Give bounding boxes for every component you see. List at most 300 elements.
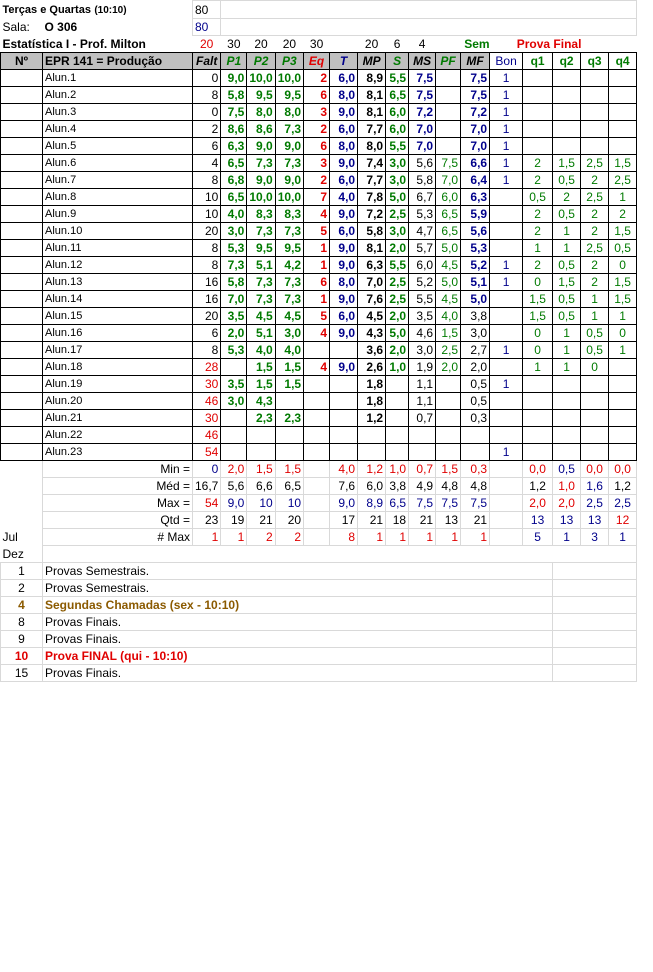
- grade-cell-s[interactable]: 2,5: [386, 206, 409, 223]
- grade-cell-eq[interactable]: [304, 342, 330, 359]
- grade-cell-p2[interactable]: 7,3: [247, 291, 275, 308]
- grade-cell-p1[interactable]: 3,0: [221, 393, 247, 410]
- grade-cell-mf[interactable]: 5,1: [461, 274, 490, 291]
- grade-cell-q1[interactable]: 0: [523, 274, 553, 291]
- grade-cell-mf[interactable]: 0,3: [461, 410, 490, 427]
- grade-cell-bon[interactable]: [490, 240, 523, 257]
- grade-cell-p3[interactable]: [275, 444, 303, 461]
- grade-cell-p3[interactable]: 9,5: [275, 87, 303, 104]
- grade-cell-ms[interactable]: 4,6: [409, 325, 436, 342]
- grade-cell-bon[interactable]: [490, 189, 523, 206]
- grade-cell-eq[interactable]: 6: [304, 138, 330, 155]
- grade-cell-p1[interactable]: [221, 410, 247, 427]
- grade-cell-mf[interactable]: 2,0: [461, 359, 490, 376]
- grade-cell-p3[interactable]: 7,3: [275, 274, 303, 291]
- grade-cell-bon[interactable]: 1: [490, 155, 523, 172]
- grade-cell-q1[interactable]: [523, 70, 553, 87]
- grade-cell-falt[interactable]: 8: [193, 257, 221, 274]
- grade-cell-eq[interactable]: 2: [304, 121, 330, 138]
- schedule-value[interactable]: 80: [193, 1, 221, 19]
- grade-cell-mp[interactable]: 7,0: [358, 274, 386, 291]
- grade-cell-pf[interactable]: [436, 410, 461, 427]
- grade-cell-mp[interactable]: 8,1: [358, 87, 386, 104]
- grade-cell-mf[interactable]: 5,6: [461, 223, 490, 240]
- grade-cell-q3[interactable]: 0,5: [581, 342, 609, 359]
- grade-cell-q3[interactable]: [581, 87, 609, 104]
- grade-cell-q1[interactable]: [523, 87, 553, 104]
- grade-cell-falt[interactable]: 30: [193, 376, 221, 393]
- grade-cell-mp[interactable]: 4,5: [358, 308, 386, 325]
- grade-cell-q1[interactable]: 2: [523, 257, 553, 274]
- grade-cell-bon[interactable]: 1: [490, 138, 523, 155]
- grade-cell-eq[interactable]: [304, 427, 330, 444]
- grade-cell-q3[interactable]: [581, 444, 609, 461]
- grade-cell-q2[interactable]: 2: [553, 189, 581, 206]
- grade-cell-t[interactable]: 8,0: [330, 274, 358, 291]
- grade-cell-mp[interactable]: 7,8: [358, 189, 386, 206]
- grade-cell-mp[interactable]: [358, 427, 386, 444]
- grade-cell-q3[interactable]: [581, 121, 609, 138]
- grade-cell-t[interactable]: [330, 427, 358, 444]
- grade-cell-mp[interactable]: 5,8: [358, 223, 386, 240]
- grade-cell-p2[interactable]: 9,5: [247, 87, 275, 104]
- grade-cell-mp[interactable]: [358, 444, 386, 461]
- grade-cell-mp[interactable]: 8,1: [358, 104, 386, 121]
- grade-cell-eq[interactable]: 3: [304, 104, 330, 121]
- grade-cell-bon[interactable]: 1: [490, 172, 523, 189]
- grade-cell-q4[interactable]: [609, 359, 637, 376]
- grade-cell-q3[interactable]: 2: [581, 206, 609, 223]
- grade-cell-mp[interactable]: 2,6: [358, 359, 386, 376]
- grade-cell-ms[interactable]: 7,5: [409, 87, 436, 104]
- grade-cell-eq[interactable]: 4: [304, 325, 330, 342]
- grade-cell-p3[interactable]: 7,3: [275, 291, 303, 308]
- grade-cell-q2[interactable]: [553, 87, 581, 104]
- grade-cell-q2[interactable]: 0,5: [553, 172, 581, 189]
- grade-cell-mf[interactable]: 3,0: [461, 325, 490, 342]
- grade-cell-s[interactable]: 1,0: [386, 359, 409, 376]
- grade-cell-p1[interactable]: 6,3: [221, 138, 247, 155]
- grade-cell-mf[interactable]: 2,7: [461, 342, 490, 359]
- grade-cell-mp[interactable]: 3,6: [358, 342, 386, 359]
- grade-cell-mf[interactable]: 6,6: [461, 155, 490, 172]
- grade-cell-p2[interactable]: 4,3: [247, 393, 275, 410]
- grade-cell-s[interactable]: 5,0: [386, 325, 409, 342]
- grade-cell-eq[interactable]: 5: [304, 308, 330, 325]
- grade-cell-q1[interactable]: [523, 121, 553, 138]
- grade-cell-eq[interactable]: 1: [304, 240, 330, 257]
- grade-cell-bon[interactable]: [490, 308, 523, 325]
- grade-cell-q3[interactable]: 2: [581, 172, 609, 189]
- grade-cell-bon[interactable]: 1: [490, 104, 523, 121]
- grade-cell-ms[interactable]: 5,8: [409, 172, 436, 189]
- grade-cell-mp[interactable]: 4,3: [358, 325, 386, 342]
- grade-cell-p3[interactable]: 7,3: [275, 223, 303, 240]
- grade-cell-mp[interactable]: 6,3: [358, 257, 386, 274]
- grade-cell-q1[interactable]: 0: [523, 342, 553, 359]
- grade-cell-q2[interactable]: [553, 70, 581, 87]
- grade-cell-q1[interactable]: [523, 393, 553, 410]
- grade-cell-p3[interactable]: 10,0: [275, 70, 303, 87]
- grade-cell-p3[interactable]: 9,0: [275, 138, 303, 155]
- grade-cell-q4[interactable]: [609, 427, 637, 444]
- grade-cell-q1[interactable]: [523, 444, 553, 461]
- grade-cell-t[interactable]: 9,0: [330, 257, 358, 274]
- grade-cell-mp[interactable]: 8,0: [358, 138, 386, 155]
- grade-cell-q4[interactable]: [609, 444, 637, 461]
- grade-cell-p1[interactable]: 5,3: [221, 240, 247, 257]
- grade-cell-bon[interactable]: 1: [490, 274, 523, 291]
- grade-cell-q3[interactable]: [581, 427, 609, 444]
- grade-cell-s[interactable]: 3,0: [386, 155, 409, 172]
- grade-cell-q4[interactable]: [609, 376, 637, 393]
- grade-cell-q3[interactable]: [581, 104, 609, 121]
- grade-cell-ms[interactable]: 7,2: [409, 104, 436, 121]
- grade-cell-p1[interactable]: 7,0: [221, 291, 247, 308]
- grade-cell-t[interactable]: 6,0: [330, 223, 358, 240]
- grade-cell-t[interactable]: 8,0: [330, 138, 358, 155]
- grade-cell-s[interactable]: 2,0: [386, 308, 409, 325]
- grade-cell-q3[interactable]: 0: [581, 359, 609, 376]
- grade-cell-ms[interactable]: 7,0: [409, 121, 436, 138]
- grade-cell-t[interactable]: [330, 393, 358, 410]
- grade-cell-bon[interactable]: [490, 410, 523, 427]
- grade-cell-q3[interactable]: 2: [581, 223, 609, 240]
- grade-cell-bon[interactable]: 1: [490, 342, 523, 359]
- grade-cell-falt[interactable]: 16: [193, 291, 221, 308]
- grade-cell-ms[interactable]: 5,3: [409, 206, 436, 223]
- grade-cell-q2[interactable]: [553, 138, 581, 155]
- grade-cell-q1[interactable]: 1: [523, 359, 553, 376]
- grade-cell-p1[interactable]: 7,3: [221, 257, 247, 274]
- grade-cell-s[interactable]: 5,5: [386, 257, 409, 274]
- grade-cell-falt[interactable]: 8: [193, 87, 221, 104]
- grade-cell-s[interactable]: 6,0: [386, 104, 409, 121]
- grade-cell-mf[interactable]: 0,5: [461, 393, 490, 410]
- grade-cell-s[interactable]: 2,5: [386, 291, 409, 308]
- grade-cell-pf[interactable]: [436, 393, 461, 410]
- grade-cell-eq[interactable]: 4: [304, 206, 330, 223]
- grade-cell-ms[interactable]: 5,7: [409, 240, 436, 257]
- grade-cell-s[interactable]: 6,0: [386, 121, 409, 138]
- grade-cell-pf[interactable]: 7,0: [436, 172, 461, 189]
- grade-cell-p3[interactable]: 8,3: [275, 206, 303, 223]
- grade-cell-p1[interactable]: 3,0: [221, 223, 247, 240]
- grade-cell-falt[interactable]: 8: [193, 240, 221, 257]
- grade-cell-q2[interactable]: [553, 393, 581, 410]
- grade-cell-s[interactable]: 2,0: [386, 240, 409, 257]
- grade-cell-pf[interactable]: 6,5: [436, 206, 461, 223]
- grade-cell-mf[interactable]: 6,3: [461, 189, 490, 206]
- grade-cell-eq[interactable]: [304, 410, 330, 427]
- room-count[interactable]: 80: [193, 19, 221, 36]
- grade-cell-s[interactable]: [386, 444, 409, 461]
- grade-cell-p2[interactable]: 2,3: [247, 410, 275, 427]
- grade-cell-ms[interactable]: 7,0: [409, 138, 436, 155]
- grade-cell-p1[interactable]: [221, 427, 247, 444]
- grade-cell-q1[interactable]: [523, 410, 553, 427]
- grade-cell-ms[interactable]: 6,0: [409, 257, 436, 274]
- grade-cell-q2[interactable]: 0,5: [553, 308, 581, 325]
- grade-cell-pf[interactable]: [436, 138, 461, 155]
- grade-cell-t[interactable]: 4,0: [330, 189, 358, 206]
- grade-cell-mp[interactable]: 1,8: [358, 393, 386, 410]
- grade-cell-ms[interactable]: 1,1: [409, 393, 436, 410]
- grade-cell-p3[interactable]: 10,0: [275, 189, 303, 206]
- grade-cell-q2[interactable]: 1,5: [553, 274, 581, 291]
- grade-cell-q1[interactable]: 1: [523, 240, 553, 257]
- grade-cell-ms[interactable]: 0,7: [409, 410, 436, 427]
- grade-cell-q3[interactable]: [581, 393, 609, 410]
- grade-cell-pf[interactable]: [436, 376, 461, 393]
- grade-cell-mf[interactable]: 5,2: [461, 257, 490, 274]
- grade-cell-p3[interactable]: 4,0: [275, 342, 303, 359]
- grade-cell-ms[interactable]: 1,9: [409, 359, 436, 376]
- grade-cell-bon[interactable]: [490, 325, 523, 342]
- grade-cell-q4[interactable]: [609, 70, 637, 87]
- grade-cell-ms[interactable]: 5,2: [409, 274, 436, 291]
- grade-cell-q4[interactable]: [609, 393, 637, 410]
- grade-cell-pf[interactable]: [436, 427, 461, 444]
- grade-cell-q1[interactable]: [523, 376, 553, 393]
- grade-cell-t[interactable]: [330, 410, 358, 427]
- grade-cell-pf[interactable]: 6,0: [436, 189, 461, 206]
- grade-cell-bon[interactable]: [490, 206, 523, 223]
- grade-cell-p1[interactable]: 3,5: [221, 308, 247, 325]
- grade-cell-mp[interactable]: 1,2: [358, 410, 386, 427]
- grade-cell-p3[interactable]: 7,3: [275, 121, 303, 138]
- grade-cell-q1[interactable]: 1,5: [523, 291, 553, 308]
- grade-cell-falt[interactable]: 10: [193, 206, 221, 223]
- grade-cell-q4[interactable]: 2,5: [609, 172, 637, 189]
- grade-cell-falt[interactable]: 30: [193, 410, 221, 427]
- grade-cell-q3[interactable]: 2,5: [581, 189, 609, 206]
- grade-cell-ms[interactable]: [409, 427, 436, 444]
- grade-cell-q3[interactable]: 2: [581, 274, 609, 291]
- grade-cell-p2[interactable]: 5,1: [247, 257, 275, 274]
- grade-cell-p2[interactable]: 4,0: [247, 342, 275, 359]
- grade-cell-p3[interactable]: 7,3: [275, 155, 303, 172]
- grade-cell-falt[interactable]: 20: [193, 223, 221, 240]
- grade-cell-t[interactable]: [330, 444, 358, 461]
- grade-cell-p1[interactable]: 8,6: [221, 121, 247, 138]
- grade-cell-bon[interactable]: 1: [490, 257, 523, 274]
- grade-cell-q2[interactable]: [553, 410, 581, 427]
- grade-cell-s[interactable]: [386, 427, 409, 444]
- grade-cell-q1[interactable]: 2: [523, 172, 553, 189]
- grade-cell-q3[interactable]: [581, 70, 609, 87]
- grade-cell-mf[interactable]: [461, 427, 490, 444]
- grade-cell-pf[interactable]: 4,0: [436, 308, 461, 325]
- grade-cell-q2[interactable]: [553, 104, 581, 121]
- grade-cell-bon[interactable]: 1: [490, 87, 523, 104]
- grade-cell-pf[interactable]: 4,5: [436, 291, 461, 308]
- grade-cell-falt[interactable]: 6: [193, 325, 221, 342]
- grade-cell-t[interactable]: 9,0: [330, 291, 358, 308]
- grade-cell-p2[interactable]: [247, 444, 275, 461]
- grade-cell-pf[interactable]: 1,5: [436, 325, 461, 342]
- grade-cell-p2[interactable]: 10,0: [247, 70, 275, 87]
- grade-cell-falt[interactable]: 10: [193, 189, 221, 206]
- grade-cell-q4[interactable]: 0: [609, 257, 637, 274]
- grade-cell-ms[interactable]: 3,0: [409, 342, 436, 359]
- grade-cell-q3[interactable]: 2,5: [581, 240, 609, 257]
- grade-cell-pf[interactable]: [436, 444, 461, 461]
- grade-cell-ms[interactable]: 6,7: [409, 189, 436, 206]
- grade-cell-q2[interactable]: 0,5: [553, 257, 581, 274]
- grade-cell-falt[interactable]: 8: [193, 342, 221, 359]
- grade-cell-q4[interactable]: [609, 87, 637, 104]
- grade-cell-p2[interactable]: 10,0: [247, 189, 275, 206]
- grade-cell-q1[interactable]: 0,5: [523, 189, 553, 206]
- grade-cell-q4[interactable]: 1: [609, 189, 637, 206]
- grade-cell-mp[interactable]: 1,8: [358, 376, 386, 393]
- grade-cell-eq[interactable]: [304, 376, 330, 393]
- grade-cell-q1[interactable]: 0: [523, 325, 553, 342]
- grade-cell-t[interactable]: 9,0: [330, 240, 358, 257]
- grade-cell-p1[interactable]: 9,0: [221, 70, 247, 87]
- grade-cell-mp[interactable]: 7,6: [358, 291, 386, 308]
- grade-cell-eq[interactable]: 4: [304, 359, 330, 376]
- grade-cell-eq[interactable]: 2: [304, 172, 330, 189]
- grade-cell-p2[interactable]: 7,3: [247, 223, 275, 240]
- grade-cell-s[interactable]: [386, 410, 409, 427]
- grade-cell-p1[interactable]: 7,5: [221, 104, 247, 121]
- grade-cell-mp[interactable]: 7,7: [358, 121, 386, 138]
- grade-cell-falt[interactable]: 0: [193, 104, 221, 121]
- grade-cell-mf[interactable]: 7,0: [461, 121, 490, 138]
- grade-cell-q2[interactable]: 0,5: [553, 206, 581, 223]
- grade-cell-mp[interactable]: 8,1: [358, 240, 386, 257]
- grade-cell-bon[interactable]: 1: [490, 121, 523, 138]
- grade-cell-q2[interactable]: 1: [553, 342, 581, 359]
- grade-cell-q1[interactable]: 2: [523, 223, 553, 240]
- grade-cell-mf[interactable]: 5,9: [461, 206, 490, 223]
- grade-cell-falt[interactable]: 16: [193, 274, 221, 291]
- grade-cell-q3[interactable]: 0,5: [581, 325, 609, 342]
- grade-cell-t[interactable]: 9,0: [330, 104, 358, 121]
- grade-cell-s[interactable]: 2,5: [386, 274, 409, 291]
- grade-cell-q4[interactable]: 1,5: [609, 223, 637, 240]
- grade-cell-falt[interactable]: 46: [193, 427, 221, 444]
- grade-cell-mf[interactable]: 3,8: [461, 308, 490, 325]
- grade-cell-eq[interactable]: 6: [304, 274, 330, 291]
- grade-cell-q2[interactable]: 0,5: [553, 291, 581, 308]
- grade-cell-q4[interactable]: [609, 138, 637, 155]
- grade-cell-pf[interactable]: [436, 104, 461, 121]
- grade-cell-pf[interactable]: 6,5: [436, 223, 461, 240]
- grade-cell-p3[interactable]: [275, 427, 303, 444]
- grade-cell-q4[interactable]: [609, 121, 637, 138]
- grade-cell-q2[interactable]: 1: [553, 325, 581, 342]
- grade-cell-q2[interactable]: 1: [553, 223, 581, 240]
- grade-cell-pf[interactable]: [436, 121, 461, 138]
- grade-cell-q4[interactable]: 1,5: [609, 291, 637, 308]
- grade-cell-p3[interactable]: 4,5: [275, 308, 303, 325]
- grade-cell-mf[interactable]: 7,5: [461, 70, 490, 87]
- grade-cell-pf[interactable]: 2,0: [436, 359, 461, 376]
- grade-cell-falt[interactable]: 2: [193, 121, 221, 138]
- grade-cell-falt[interactable]: 8: [193, 172, 221, 189]
- grade-cell-pf[interactable]: 5,0: [436, 274, 461, 291]
- grade-cell-s[interactable]: 3,0: [386, 172, 409, 189]
- grade-cell-s[interactable]: 6,5: [386, 87, 409, 104]
- grade-cell-p3[interactable]: 2,3: [275, 410, 303, 427]
- grade-cell-ms[interactable]: 5,5: [409, 291, 436, 308]
- grade-cell-bon[interactable]: 1: [490, 376, 523, 393]
- grade-cell-mp[interactable]: 7,7: [358, 172, 386, 189]
- grade-cell-p1[interactable]: 5,8: [221, 274, 247, 291]
- grade-cell-p1[interactable]: 6,5: [221, 189, 247, 206]
- grade-cell-bon[interactable]: [490, 359, 523, 376]
- grade-cell-p1[interactable]: 5,8: [221, 87, 247, 104]
- grade-cell-q1[interactable]: [523, 104, 553, 121]
- grade-cell-p1[interactable]: 4,0: [221, 206, 247, 223]
- grade-cell-pf[interactable]: 5,0: [436, 240, 461, 257]
- grade-cell-p1[interactable]: [221, 359, 247, 376]
- grade-cell-t[interactable]: 9,0: [330, 206, 358, 223]
- grade-cell-s[interactable]: 5,0: [386, 189, 409, 206]
- grade-cell-t[interactable]: [330, 342, 358, 359]
- grade-cell-ms[interactable]: 4,7: [409, 223, 436, 240]
- grade-cell-p3[interactable]: 3,0: [275, 325, 303, 342]
- grade-cell-mf[interactable]: 0,5: [461, 376, 490, 393]
- grade-cell-q4[interactable]: [609, 104, 637, 121]
- grade-cell-falt[interactable]: 6: [193, 138, 221, 155]
- grade-cell-t[interactable]: 6,0: [330, 70, 358, 87]
- grade-cell-p2[interactable]: 1,5: [247, 359, 275, 376]
- grade-cell-mf[interactable]: 5,0: [461, 291, 490, 308]
- grade-cell-falt[interactable]: 4: [193, 155, 221, 172]
- grade-cell-mf[interactable]: 7,5: [461, 87, 490, 104]
- grade-cell-eq[interactable]: 7: [304, 189, 330, 206]
- grade-cell-q2[interactable]: [553, 427, 581, 444]
- grade-cell-bon[interactable]: [490, 291, 523, 308]
- grade-cell-q2[interactable]: [553, 376, 581, 393]
- grade-cell-q1[interactable]: [523, 427, 553, 444]
- grade-cell-pf[interactable]: 4,5: [436, 257, 461, 274]
- grade-cell-q3[interactable]: [581, 376, 609, 393]
- grade-cell-eq[interactable]: [304, 444, 330, 461]
- grade-cell-mp[interactable]: 7,2: [358, 206, 386, 223]
- grade-cell-q1[interactable]: 2: [523, 155, 553, 172]
- grade-cell-ms[interactable]: 5,6: [409, 155, 436, 172]
- grade-cell-falt[interactable]: 20: [193, 308, 221, 325]
- grade-cell-pf[interactable]: 7,5: [436, 155, 461, 172]
- grade-cell-bon[interactable]: 1: [490, 444, 523, 461]
- grade-cell-p1[interactable]: [221, 444, 247, 461]
- grade-cell-q4[interactable]: 1: [609, 308, 637, 325]
- grade-cell-p3[interactable]: 1,5: [275, 359, 303, 376]
- grade-cell-bon[interactable]: [490, 393, 523, 410]
- grade-cell-q3[interactable]: [581, 138, 609, 155]
- grade-cell-t[interactable]: 6,0: [330, 121, 358, 138]
- grade-cell-t[interactable]: 6,0: [330, 172, 358, 189]
- grade-cell-s[interactable]: 2,0: [386, 342, 409, 359]
- grade-cell-pf[interactable]: 2,5: [436, 342, 461, 359]
- grade-cell-p2[interactable]: 7,3: [247, 155, 275, 172]
- grade-cell-p2[interactable]: 5,1: [247, 325, 275, 342]
- grade-cell-t[interactable]: [330, 376, 358, 393]
- course-value[interactable]: 20: [200, 37, 214, 51]
- grade-cell-q4[interactable]: 1: [609, 342, 637, 359]
- grade-cell-q4[interactable]: [609, 410, 637, 427]
- grade-cell-eq[interactable]: 6: [304, 87, 330, 104]
- grade-cell-p2[interactable]: 8,6: [247, 121, 275, 138]
- grade-cell-p3[interactable]: 9,5: [275, 240, 303, 257]
- grade-cell-mf[interactable]: 6,4: [461, 172, 490, 189]
- grade-cell-s[interactable]: 3,0: [386, 223, 409, 240]
